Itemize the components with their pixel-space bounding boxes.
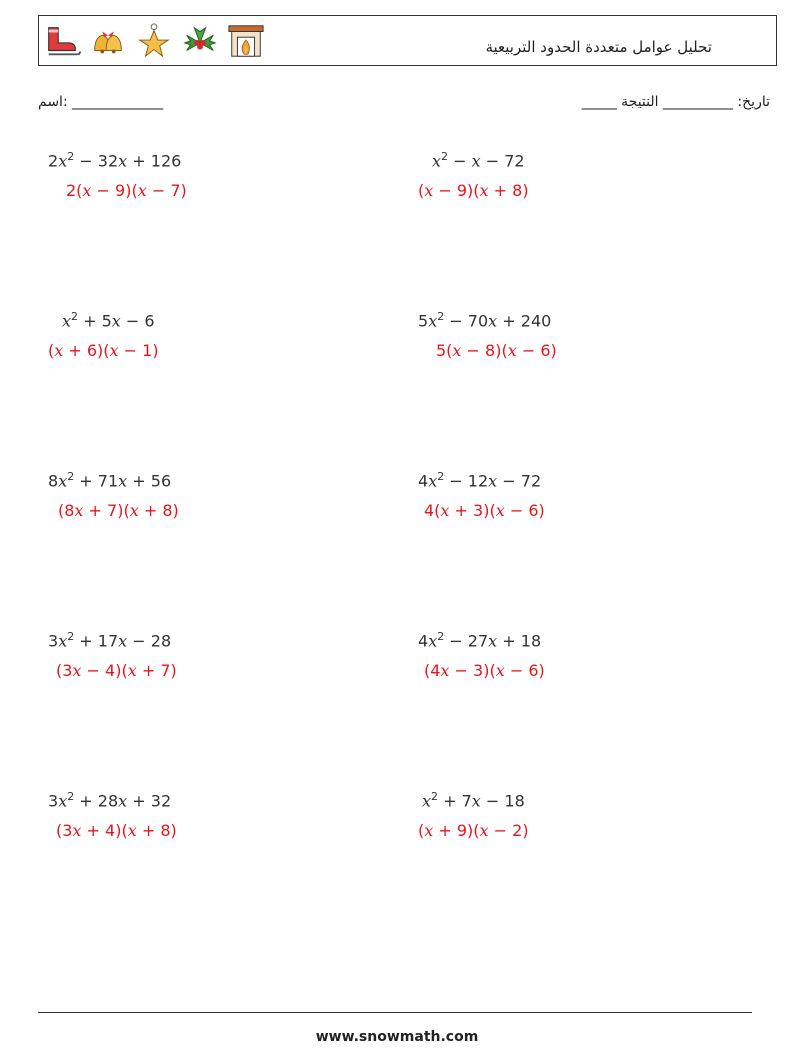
footer-divider xyxy=(38,1012,752,1013)
problem-6-answer: 4(x + 3)(x − 6) xyxy=(424,501,545,520)
problem-1-answer: 2(x − 9)(x − 7) xyxy=(66,181,187,200)
footer-url: www.snowmath.com xyxy=(315,1029,479,1045)
holly-icon xyxy=(181,22,219,60)
problem-6-expression: $4x^2 - 12x - 72$ xyxy=(418,470,542,491)
problem-4-expression: $5x^2 - 70x + 240$ xyxy=(418,310,552,331)
problem-1-expression: $2x^2 - 32x + 126$ xyxy=(48,150,182,171)
problem-2-answer: (x − 9)(x + 8) xyxy=(418,181,529,200)
problem-5-expression: $8x^2 + 71x + 56$ xyxy=(48,470,172,491)
problem-9-answer: (3x + 4)(x + 8) xyxy=(56,821,177,840)
date-score-line: تاريخ: __________ النتيجة _____ xyxy=(581,94,770,110)
problem-5-answer: (8x + 7)(x + 8) xyxy=(58,501,179,520)
header-box xyxy=(38,15,777,66)
problem-10-answer: (x + 9)(x − 2) xyxy=(418,821,529,840)
problem-8-expression: $4x^2 - 27x + 18$ xyxy=(418,630,542,651)
problem-3-answer: (x + 6)(x − 1) xyxy=(48,341,159,360)
bells-icon xyxy=(89,22,127,60)
name-label: اسم: _____________ xyxy=(38,94,164,110)
problem-2-expression: $x^2 - x - 72$ xyxy=(432,150,525,171)
problem-4-answer: 5(x − 8)(x − 6) xyxy=(436,341,557,360)
worksheet-title: تحليل عوامل متعددة الحدود التربيعية xyxy=(485,38,712,56)
name-line xyxy=(38,94,163,110)
problem-3-expression: $x^2 + 5x - 6$ xyxy=(62,310,155,331)
problem-10-expression: $x^2 + 7x - 18$ xyxy=(422,790,525,811)
problem-7-answer: (3x − 4)(x + 7) xyxy=(56,661,177,680)
icon-row xyxy=(43,22,265,60)
fireplace-icon xyxy=(227,22,265,60)
star-ornament-icon xyxy=(135,22,173,60)
problem-8-answer: (4x − 3)(x − 6) xyxy=(424,661,545,680)
problem-9-expression: $3x^2 + 28x + 32$ xyxy=(48,790,172,811)
ice-skate-icon xyxy=(43,22,81,60)
problem-7-expression: $3x^2 + 17x - 28$ xyxy=(48,630,172,651)
